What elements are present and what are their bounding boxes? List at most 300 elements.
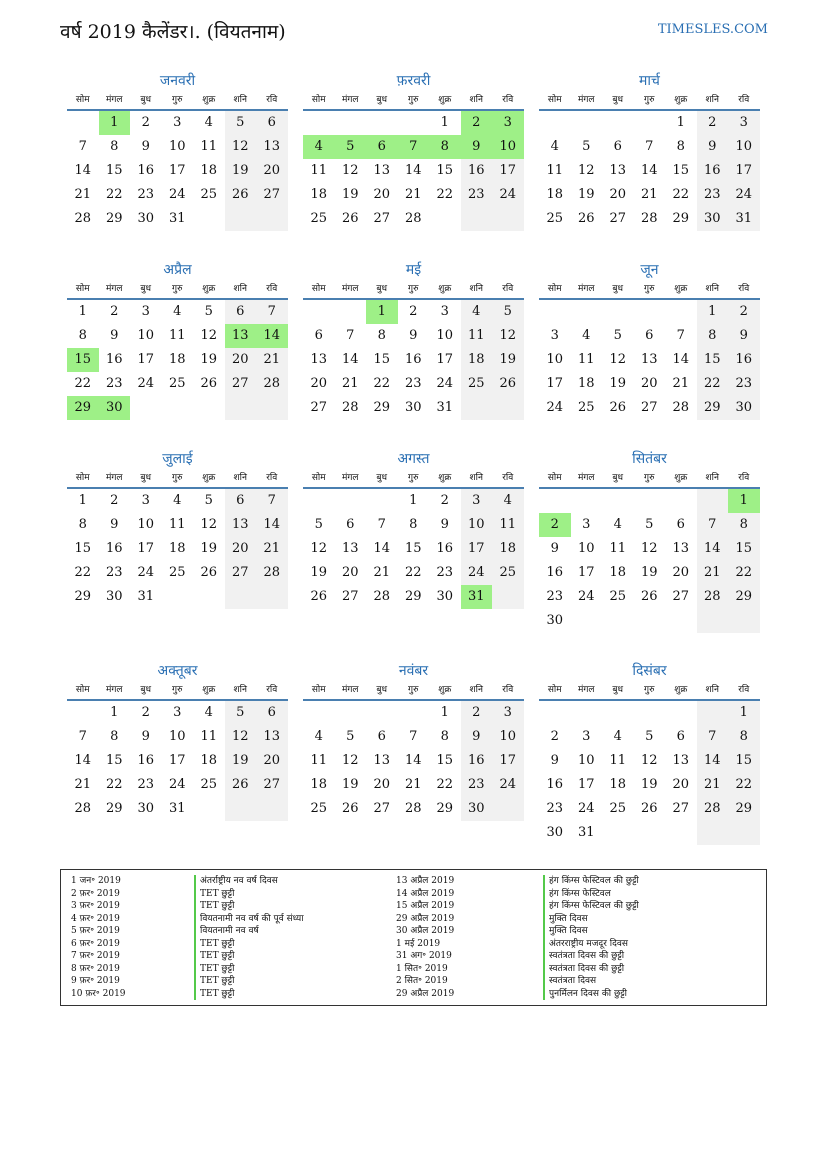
day-cell[interactable]: 29 [404,589,422,604]
day-cell[interactable]: 28 [404,801,422,816]
day-cell[interactable]: 9 [728,324,760,348]
site-link[interactable]: TIMESLES.COM [657,22,768,37]
day-cell[interactable]: 22 [105,187,123,202]
day-cell[interactable]: 16 [461,749,493,773]
day-cell[interactable]: 29 [373,400,391,415]
day-cell[interactable]: 29 [74,589,92,604]
day-cell[interactable]: 4 [303,135,335,159]
day-cell[interactable]: 24 [577,589,595,604]
day-cell[interactable]: 15 [436,753,454,768]
day-cell[interactable]: 5 [613,328,622,343]
day-cell[interactable]: 26 [341,211,359,226]
day-cell[interactable]: 17 [728,159,760,183]
day-cell[interactable]: 7 [676,328,685,343]
day-cell[interactable]: 10 [168,729,186,744]
day-cell[interactable]: 28 [404,211,422,226]
day-cell[interactable]: 12 [225,135,257,159]
day-cell[interactable]: 13 [341,541,359,556]
day-cell[interactable]: 21 [697,773,729,797]
day-cell[interactable]: 18 [461,348,493,372]
day-cell[interactable]: 30 [728,396,760,420]
day-cell[interactable]: 2 [539,513,571,537]
day-cell[interactable]: 1 [676,115,685,130]
day-cell[interactable]: 12 [200,328,218,343]
day-cell[interactable]: 22 [728,773,760,797]
day-cell[interactable]: 18 [200,163,218,178]
day-cell[interactable]: 31 [577,825,595,840]
day-cell[interactable]: 23 [697,183,729,207]
day-cell[interactable]: 31 [436,400,454,415]
day-cell[interactable]: 13 [672,753,690,768]
day-cell[interactable]: 17 [168,753,186,768]
day-cell[interactable]: 16 [137,753,155,768]
day-cell[interactable]: 21 [640,187,658,202]
day-cell[interactable]: 8 [676,139,685,154]
day-cell[interactable]: 3 [492,701,524,725]
day-cell[interactable]: 2 [461,701,493,725]
day-cell[interactable]: 28 [697,585,729,609]
day-cell[interactable]: 4 [204,115,213,130]
day-cell[interactable]: 4 [204,705,213,720]
day-cell[interactable]: 2 [110,493,119,508]
day-cell[interactable]: 23 [546,589,564,604]
day-cell[interactable]: 17 [577,565,595,580]
day-cell[interactable]: 17 [461,537,493,561]
day-cell[interactable]: 14 [697,749,729,773]
day-cell[interactable]: 1 [78,304,87,319]
day-cell[interactable]: 8 [728,513,760,537]
day-cell[interactable]: 27 [672,589,690,604]
day-cell[interactable]: 31 [137,589,155,604]
day-cell[interactable]: 27 [672,801,690,816]
day-cell[interactable]: 8 [697,324,729,348]
day-cell[interactable]: 11 [609,541,627,556]
day-cell[interactable]: 7 [78,729,87,744]
day-cell[interactable]: 7 [645,139,654,154]
day-cell[interactable]: 25 [200,777,218,792]
day-cell[interactable]: 30 [697,207,729,231]
day-cell[interactable]: 29 [105,211,123,226]
day-cell[interactable]: 18 [609,777,627,792]
day-cell[interactable]: 30 [436,589,454,604]
day-cell[interactable]: 11 [546,163,564,178]
day-cell[interactable]: 23 [461,773,493,797]
day-cell[interactable]: 13 [672,541,690,556]
day-cell[interactable]: 10 [436,328,454,343]
day-cell[interactable]: 9 [440,517,449,532]
day-cell[interactable]: 19 [341,777,359,792]
day-cell[interactable]: 7 [256,300,288,324]
day-cell[interactable]: 8 [429,135,461,159]
day-cell[interactable]: 26 [341,801,359,816]
day-cell[interactable]: 29 [67,396,99,420]
day-cell[interactable]: 20 [225,348,257,372]
day-cell[interactable]: 7 [409,729,418,744]
day-cell[interactable]: 11 [310,163,328,178]
day-cell[interactable]: 21 [341,376,359,391]
day-cell[interactable]: 22 [105,777,123,792]
day-cell[interactable]: 5 [645,729,654,744]
day-cell[interactable]: 28 [697,797,729,821]
day-cell[interactable]: 25 [546,211,564,226]
day-cell[interactable]: 29 [672,211,690,226]
day-cell[interactable]: 6 [225,489,257,513]
day-cell[interactable]: 3 [582,517,591,532]
day-cell[interactable]: 18 [310,187,328,202]
day-cell[interactable]: 11 [200,729,218,744]
day-cell[interactable]: 4 [461,300,493,324]
day-cell[interactable]: 10 [577,753,595,768]
day-cell[interactable]: 30 [105,589,123,604]
day-cell[interactable]: 20 [310,376,328,391]
day-cell[interactable]: 23 [546,801,564,816]
day-cell[interactable]: 22 [436,777,454,792]
day-cell[interactable]: 21 [373,565,391,580]
day-cell[interactable]: 28 [373,589,391,604]
day-cell[interactable]: 24 [492,183,524,207]
day-cell[interactable]: 2 [141,705,150,720]
day-cell[interactable]: 19 [225,749,257,773]
day-cell[interactable]: 23 [105,565,123,580]
day-cell[interactable]: 6 [256,111,288,135]
day-cell[interactable]: 24 [546,400,564,415]
day-cell[interactable]: 17 [492,159,524,183]
day-cell[interactable]: 9 [141,139,150,154]
day-cell[interactable]: 4 [613,729,622,744]
day-cell[interactable]: 29 [105,801,123,816]
day-cell[interactable]: 6 [613,139,622,154]
day-cell[interactable]: 2 [110,304,119,319]
day-cell[interactable]: 3 [461,489,493,513]
day-cell[interactable]: 9 [141,729,150,744]
day-cell[interactable]: 26 [200,376,218,391]
day-cell[interactable]: 18 [492,537,524,561]
day-cell[interactable]: 14 [404,163,422,178]
day-cell[interactable]: 14 [341,352,359,367]
day-cell[interactable]: 30 [546,613,564,628]
day-cell[interactable]: 19 [310,565,328,580]
day-cell[interactable]: 26 [609,400,627,415]
day-cell[interactable]: 13 [310,352,328,367]
day-cell[interactable]: 27 [373,211,391,226]
day-cell[interactable]: 26 [310,589,328,604]
day-cell[interactable]: 17 [168,163,186,178]
day-cell[interactable]: 2 [550,729,559,744]
day-cell[interactable]: 15 [74,541,92,556]
day-cell[interactable]: 4 [173,304,182,319]
day-cell[interactable]: 18 [310,777,328,792]
day-cell[interactable]: 8 [110,729,119,744]
day-cell[interactable]: 2 [440,493,449,508]
day-cell[interactable]: 12 [640,541,658,556]
day-cell[interactable]: 12 [577,163,595,178]
day-cell[interactable]: 12 [640,753,658,768]
day-cell[interactable]: 11 [168,328,186,343]
day-cell[interactable]: 6 [256,701,288,725]
day-cell[interactable]: 26 [492,372,524,396]
day-cell[interactable]: 11 [492,513,524,537]
day-cell[interactable]: 29 [728,797,760,821]
day-cell[interactable]: 1 [728,489,760,513]
day-cell[interactable]: 18 [577,376,595,391]
day-cell[interactable]: 23 [105,376,123,391]
day-cell[interactable]: 24 [728,183,760,207]
day-cell[interactable]: 29 [728,585,760,609]
day-cell[interactable]: 1 [78,493,87,508]
day-cell[interactable]: 21 [404,187,422,202]
day-cell[interactable]: 2 [409,304,418,319]
day-cell[interactable]: 10 [728,135,760,159]
day-cell[interactable]: 6 [676,517,685,532]
day-cell[interactable]: 17 [492,749,524,773]
day-cell[interactable]: 10 [137,517,155,532]
day-cell[interactable]: 1 [440,115,449,130]
day-cell[interactable]: 19 [341,187,359,202]
day-cell[interactable]: 13 [373,753,391,768]
day-cell[interactable]: 17 [577,777,595,792]
day-cell[interactable]: 19 [640,777,658,792]
day-cell[interactable]: 17 [137,541,155,556]
day-cell[interactable]: 13 [225,513,257,537]
day-cell[interactable]: 31 [168,801,186,816]
day-cell[interactable]: 18 [168,541,186,556]
day-cell[interactable]: 13 [256,135,288,159]
day-cell[interactable]: 4 [314,729,323,744]
day-cell[interactable]: 4 [613,517,622,532]
day-cell[interactable]: 21 [404,777,422,792]
day-cell[interactable]: 30 [137,211,155,226]
day-cell[interactable]: 27 [256,183,288,207]
day-cell[interactable]: 18 [609,565,627,580]
day-cell[interactable]: 8 [377,328,386,343]
day-cell[interactable]: 6 [314,328,323,343]
day-cell[interactable]: 24 [577,801,595,816]
day-cell[interactable]: 19 [200,352,218,367]
day-cell[interactable]: 27 [341,589,359,604]
day-cell[interactable]: 9 [110,328,119,343]
day-cell[interactable]: 20 [609,187,627,202]
day-cell[interactable]: 22 [74,565,92,580]
day-cell[interactable]: 15 [105,753,123,768]
day-cell[interactable]: 2 [697,111,729,135]
day-cell[interactable]: 5 [225,701,257,725]
day-cell[interactable]: 1 [440,705,449,720]
day-cell[interactable]: 7 [398,135,430,159]
day-cell[interactable]: 21 [74,187,92,202]
day-cell[interactable]: 3 [728,111,760,135]
day-cell[interactable]: 12 [200,517,218,532]
day-cell[interactable]: 6 [377,729,386,744]
day-cell[interactable]: 12 [341,163,359,178]
day-cell[interactable]: 22 [404,565,422,580]
day-cell[interactable]: 9 [409,328,418,343]
day-cell[interactable]: 5 [204,304,213,319]
day-cell[interactable]: 15 [672,163,690,178]
day-cell[interactable]: 2 [728,300,760,324]
day-cell[interactable]: 22 [373,376,391,391]
day-cell[interactable]: 16 [546,777,564,792]
day-cell[interactable]: 11 [310,753,328,768]
day-cell[interactable]: 27 [310,400,328,415]
day-cell[interactable]: 8 [728,725,760,749]
day-cell[interactable]: 26 [640,801,658,816]
day-cell[interactable]: 15 [404,541,422,556]
day-cell[interactable]: 23 [137,777,155,792]
day-cell[interactable]: 21 [672,376,690,391]
day-cell[interactable]: 3 [582,729,591,744]
day-cell[interactable]: 28 [74,211,92,226]
day-cell[interactable]: 31 [728,207,760,231]
day-cell[interactable]: 9 [461,135,493,159]
day-cell[interactable]: 21 [74,777,92,792]
day-cell[interactable]: 7 [697,513,729,537]
day-cell[interactable]: 10 [492,135,524,159]
day-cell[interactable]: 28 [256,372,288,396]
day-cell[interactable]: 25 [461,372,493,396]
day-cell[interactable]: 28 [256,561,288,585]
day-cell[interactable]: 11 [461,324,493,348]
day-cell[interactable]: 28 [640,211,658,226]
day-cell[interactable]: 9 [550,541,559,556]
day-cell[interactable]: 27 [225,372,257,396]
day-cell[interactable]: 22 [74,376,92,391]
day-cell[interactable]: 25 [609,801,627,816]
day-cell[interactable]: 14 [404,753,422,768]
day-cell[interactable]: 16 [105,352,123,367]
day-cell[interactable]: 11 [577,352,595,367]
day-cell[interactable]: 6 [676,729,685,744]
day-cell[interactable]: 1 [110,705,119,720]
day-cell[interactable]: 29 [697,396,729,420]
day-cell[interactable]: 3 [173,115,182,130]
day-cell[interactable]: 22 [697,372,729,396]
day-cell[interactable]: 24 [492,773,524,797]
day-cell[interactable]: 7 [346,328,355,343]
day-cell[interactable]: 3 [141,304,150,319]
day-cell[interactable]: 13 [225,324,257,348]
day-cell[interactable]: 14 [256,324,288,348]
day-cell[interactable]: 14 [74,753,92,768]
day-cell[interactable]: 6 [366,135,398,159]
day-cell[interactable]: 30 [137,801,155,816]
day-cell[interactable]: 19 [225,159,257,183]
day-cell[interactable]: 2 [141,115,150,130]
day-cell[interactable]: 26 [225,773,257,797]
day-cell[interactable]: 23 [137,187,155,202]
day-cell[interactable]: 9 [697,135,729,159]
day-cell[interactable]: 2 [461,111,493,135]
day-cell[interactable]: 27 [225,561,257,585]
day-cell[interactable]: 23 [728,372,760,396]
day-cell[interactable]: 12 [341,753,359,768]
day-cell[interactable]: 1 [99,111,131,135]
day-cell[interactable]: 4 [550,139,559,154]
day-cell[interactable]: 7 [78,139,87,154]
day-cell[interactable]: 9 [110,517,119,532]
day-cell[interactable]: 10 [492,725,524,749]
day-cell[interactable]: 24 [168,187,186,202]
day-cell[interactable]: 14 [74,163,92,178]
day-cell[interactable]: 17 [436,352,454,367]
day-cell[interactable]: 27 [609,211,627,226]
day-cell[interactable]: 25 [168,376,186,391]
day-cell[interactable]: 22 [436,187,454,202]
day-cell[interactable]: 10 [461,513,493,537]
day-cell[interactable]: 23 [436,565,454,580]
day-cell[interactable]: 30 [404,400,422,415]
day-cell[interactable]: 24 [436,376,454,391]
day-cell[interactable]: 25 [492,561,524,585]
day-cell[interactable]: 3 [440,304,449,319]
day-cell[interactable]: 19 [577,187,595,202]
day-cell[interactable]: 24 [168,777,186,792]
day-cell[interactable]: 19 [200,541,218,556]
day-cell[interactable]: 1 [697,300,729,324]
day-cell[interactable]: 25 [168,565,186,580]
day-cell[interactable]: 10 [546,352,564,367]
day-cell[interactable]: 3 [492,111,524,135]
day-cell[interactable]: 24 [137,376,155,391]
day-cell[interactable]: 16 [137,163,155,178]
day-cell[interactable]: 15 [728,749,760,773]
day-cell[interactable]: 24 [461,561,493,585]
day-cell[interactable]: 19 [609,376,627,391]
day-cell[interactable]: 25 [609,589,627,604]
day-cell[interactable]: 23 [404,376,422,391]
day-cell[interactable]: 13 [256,725,288,749]
day-cell[interactable]: 16 [461,159,493,183]
day-cell[interactable]: 8 [440,729,449,744]
day-cell[interactable]: 5 [582,139,591,154]
day-cell[interactable]: 1 [409,493,418,508]
day-cell[interactable]: 9 [461,725,493,749]
day-cell[interactable]: 20 [256,749,288,773]
day-cell[interactable]: 21 [256,348,288,372]
day-cell[interactable]: 18 [200,753,218,768]
day-cell[interactable]: 11 [200,139,218,154]
day-cell[interactable]: 15 [67,348,99,372]
day-cell[interactable]: 26 [200,565,218,580]
day-cell[interactable]: 22 [728,561,760,585]
day-cell[interactable]: 31 [168,211,186,226]
day-cell[interactable]: 10 [577,541,595,556]
day-cell[interactable]: 5 [225,111,257,135]
day-cell[interactable]: 25 [310,211,328,226]
day-cell[interactable]: 20 [373,777,391,792]
day-cell[interactable]: 5 [645,517,654,532]
day-cell[interactable]: 1 [366,300,398,324]
day-cell[interactable]: 14 [672,352,690,367]
day-cell[interactable]: 21 [256,537,288,561]
day-cell[interactable]: 30 [546,825,564,840]
day-cell[interactable]: 8 [409,517,418,532]
day-cell[interactable]: 16 [546,565,564,580]
day-cell[interactable]: 13 [640,352,658,367]
day-cell[interactable]: 17 [137,352,155,367]
day-cell[interactable]: 21 [697,561,729,585]
day-cell[interactable]: 3 [173,705,182,720]
day-cell[interactable]: 12 [225,725,257,749]
day-cell[interactable]: 16 [105,541,123,556]
day-cell[interactable]: 6 [346,517,355,532]
day-cell[interactable]: 8 [110,139,119,154]
day-cell[interactable]: 19 [492,348,524,372]
day-cell[interactable]: 8 [78,517,87,532]
day-cell[interactable]: 1 [728,701,760,725]
day-cell[interactable]: 5 [204,493,213,508]
day-cell[interactable]: 28 [672,400,690,415]
day-cell[interactable]: 12 [609,352,627,367]
